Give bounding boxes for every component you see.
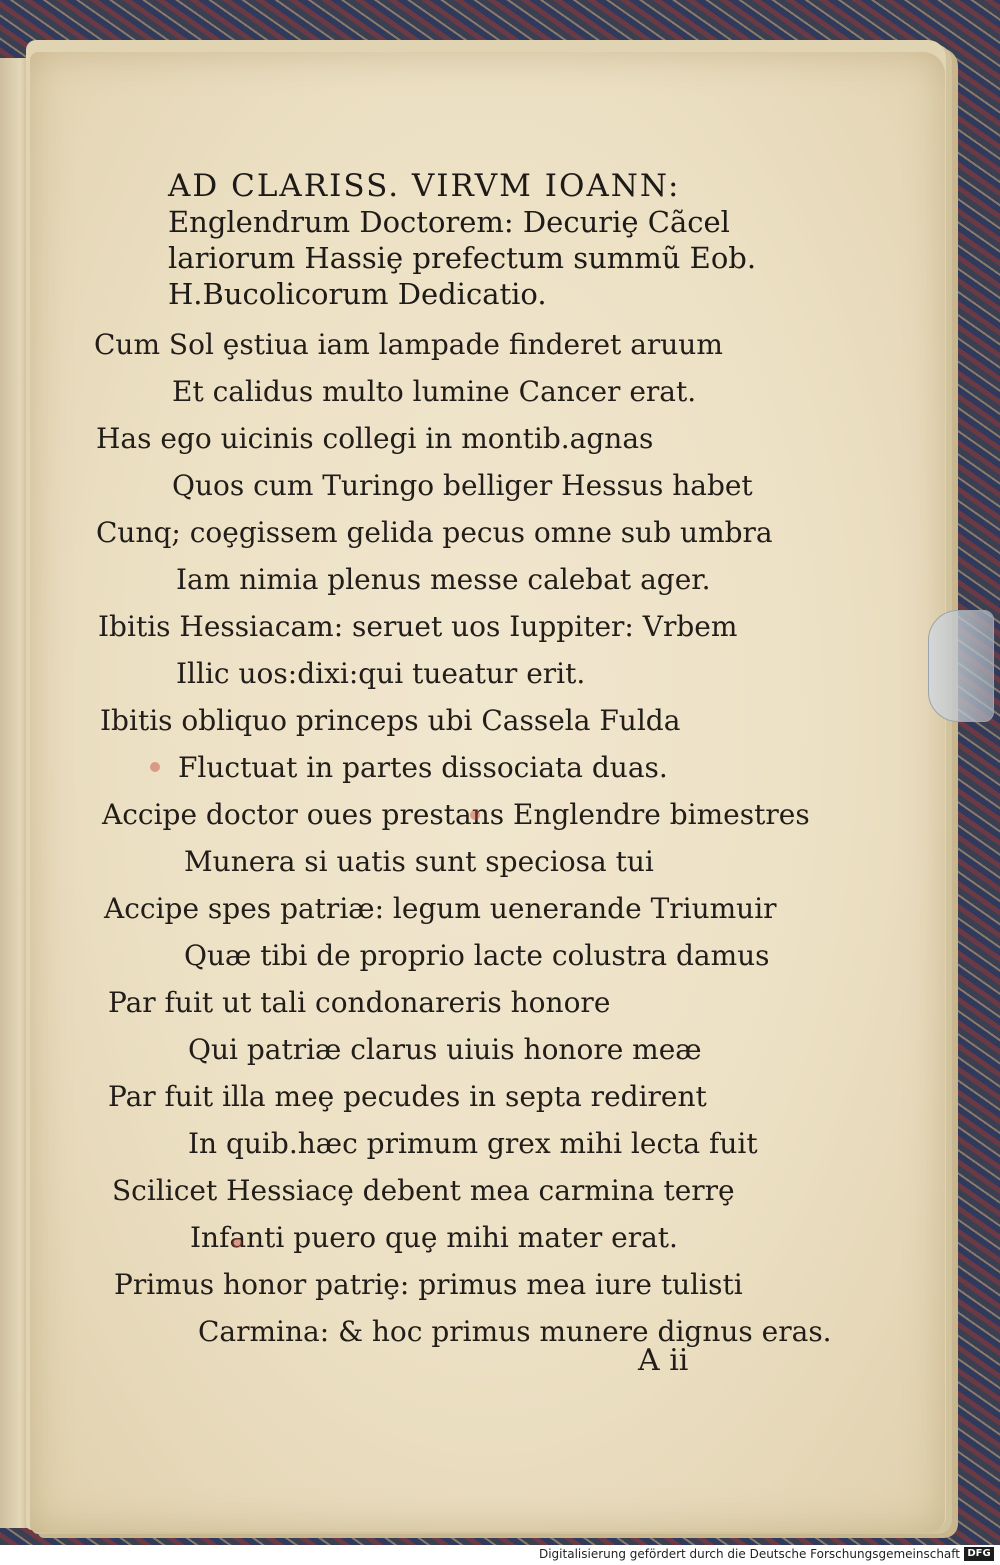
verse-line: Qui patriæ clarus uiuis honore meæ [188, 1033, 702, 1066]
verse-line: Iam nimia plenus messe calebat ager. [176, 563, 711, 596]
verse-line: Scilicet Hessiacȩ debent mea carmina terrȩ [112, 1174, 735, 1207]
verse-line: Accipe spes patriæ: legum uenerande Triumuir [104, 892, 777, 925]
dedication-heading [168, 168, 757, 312]
verse-line: Munera si uatis sunt speciosa tui [184, 845, 654, 878]
verse-line: Fluctuat in partes dissociata duas. [178, 751, 668, 784]
verse-line: Infanti puero quȩ mihi mater erat. [190, 1221, 678, 1254]
ink-spot [150, 762, 160, 772]
dfg-logo: DFG [964, 1547, 994, 1561]
footer-credit: Digitalisierung gefördert durch die Deutsche Forschungsgemeinschaft [538, 1547, 960, 1561]
heading-line: AD CLARISS. VIRVM IOANN: [168, 168, 681, 204]
ink-spot [232, 1238, 242, 1248]
verse-line: Illic uos:dixi:qui tueatur erit. [176, 657, 586, 690]
ink-spot [470, 810, 480, 820]
verse-line: Et calidus multo lumine Cancer erat. [172, 375, 697, 408]
verse-line: Carmina: & hoc primus munere dignus eras. [198, 1315, 832, 1348]
verse-line: Primus honor patriȩ: primus mea iure tulisti [114, 1268, 743, 1301]
verse-line: Par fuit illa meȩ pecudes in septa redirent [108, 1080, 707, 1113]
verse-line: Quos cum Turingo belliger Hessus habet [172, 469, 753, 502]
heading-line: lariorum Hassiȩ prefectum summũ Eob. [168, 241, 757, 275]
verse-line: Par fuit ut tali condonareris honore [108, 986, 611, 1019]
heading-line: H.Bucolicorum Dedicatio. [168, 277, 547, 311]
verse-line: In quib.hæc primum grex mihi lecta fuit [188, 1127, 758, 1160]
verse-line: Cunq; coȩgissem gelida pecus omne sub umbra [96, 516, 773, 549]
verse-line: Accipe doctor oues prestans Englendre bimestres [102, 798, 810, 831]
verse-line: Ibitis Hessiacam: seruet uos Iuppiter: Vrbem [98, 610, 738, 643]
heading-line: Englendrum Doctorem: Decuriȩ Cãcel [168, 205, 730, 239]
verse-line: Has ego uicinis collegi in montib.agnas [96, 422, 654, 455]
verse-line: Ibitis obliquo princeps ubi Cassela Fulda [100, 704, 681, 737]
signature-mark: A ii [638, 1343, 689, 1378]
page-clip [928, 610, 994, 722]
verse-line: Quæ tibi de proprio lacte colustra damus [184, 939, 770, 972]
footer-bar [0, 1545, 1000, 1565]
verse-line: Cum Sol ȩstiua iam lampade finderet aruum [94, 328, 723, 361]
